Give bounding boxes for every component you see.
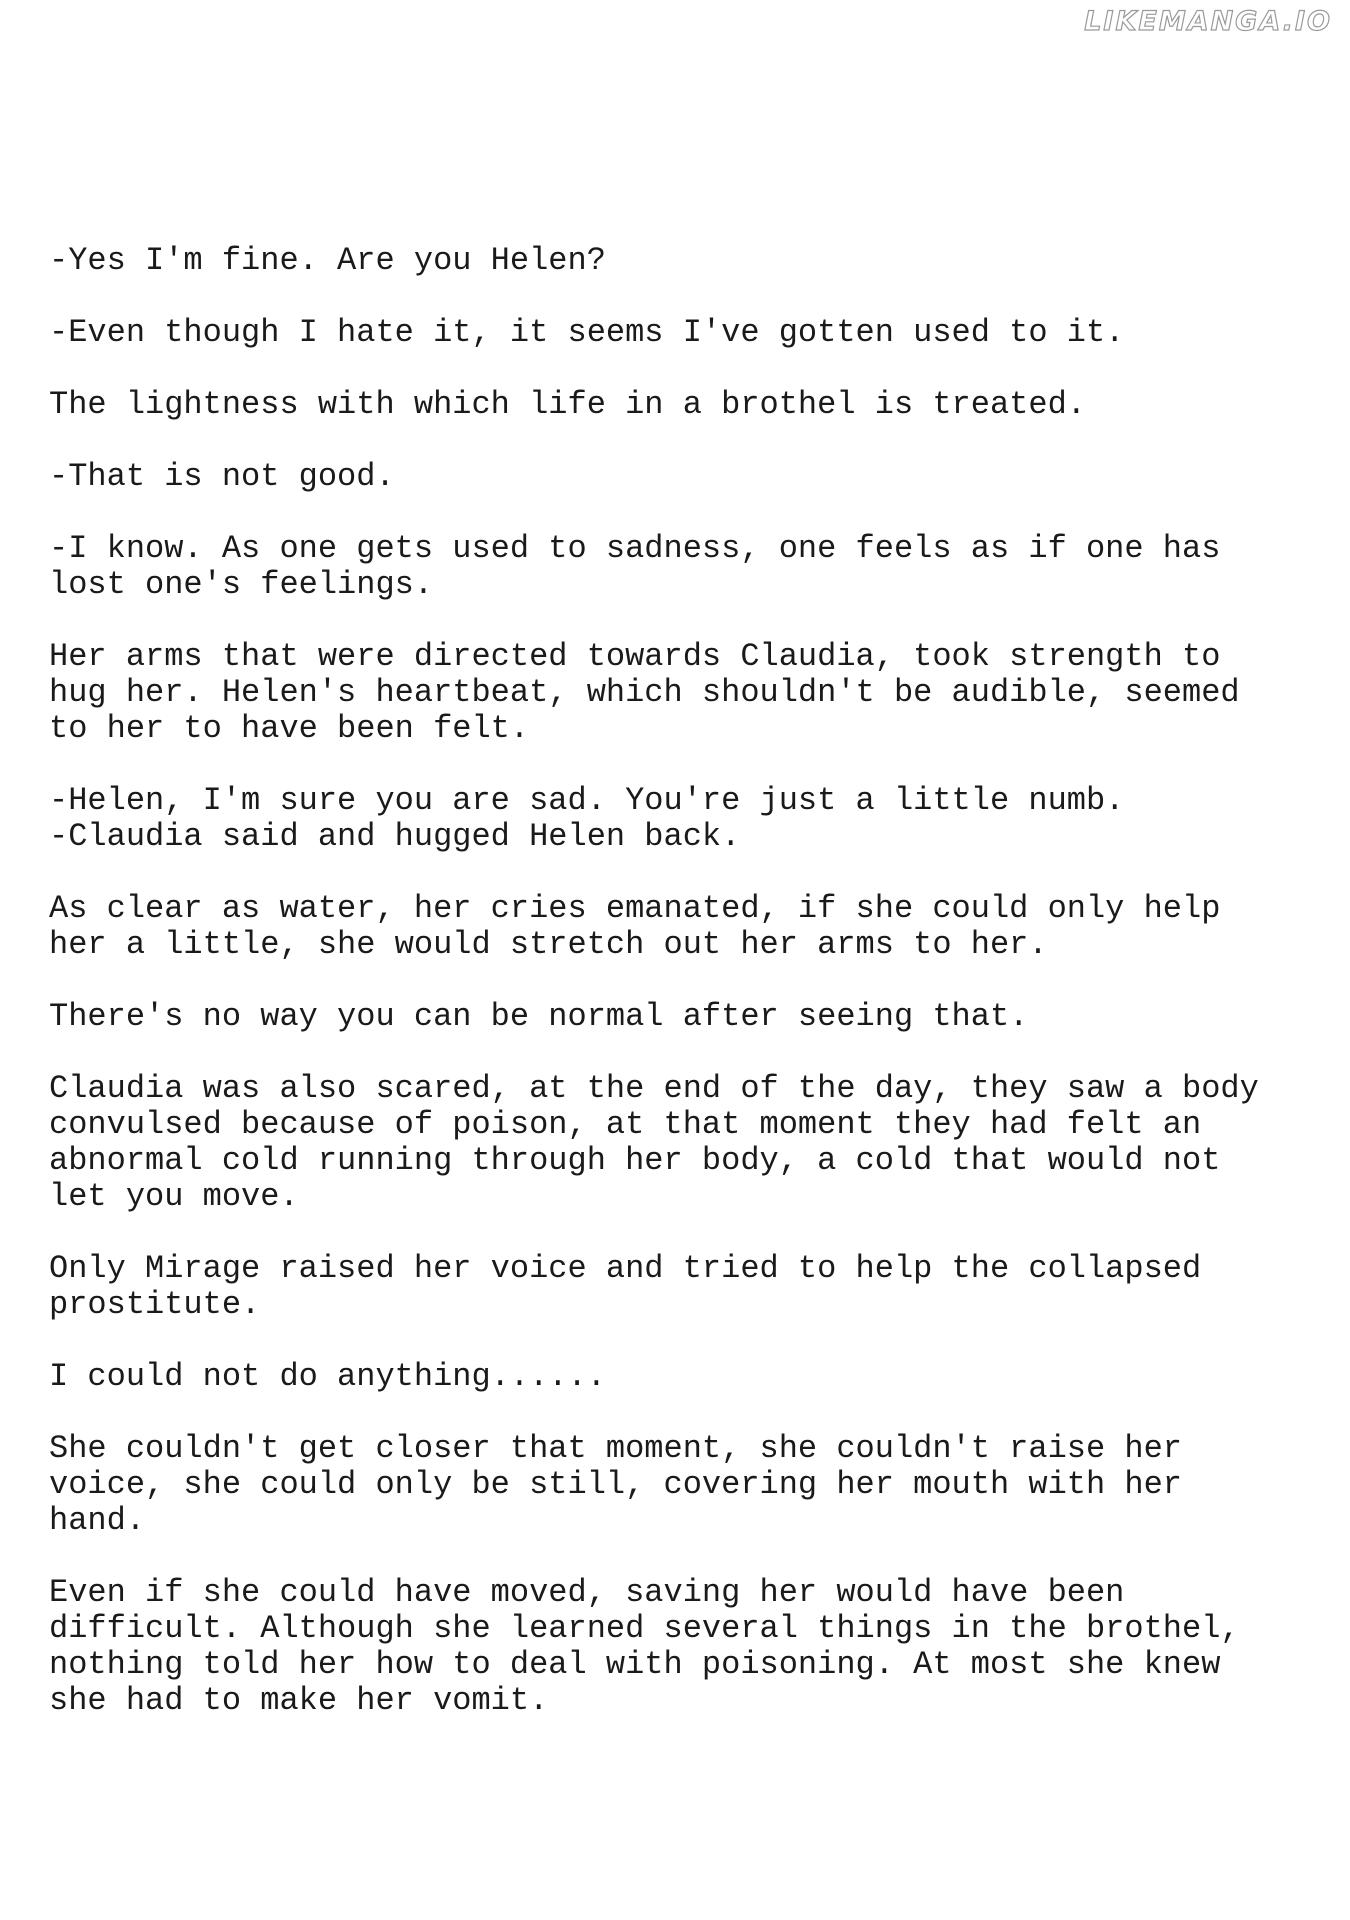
paragraph (49, 1251, 1309, 1323)
paragraph (49, 387, 1309, 423)
text-line: prostitute. (49, 1286, 261, 1323)
text-line: -I know. As one gets used to sadness, one feels as if one has (49, 530, 1221, 567)
text-line: abnormal cold running through her body, a cold that would not (49, 1142, 1221, 1179)
text-line: voice, she could only be still, covering her mouth with her (49, 1466, 1182, 1503)
text-line: -Claudia said and hugged Helen back. (49, 818, 741, 855)
text-line: I could not do anything...... (49, 1358, 606, 1395)
paragraph (49, 783, 1309, 855)
paragraph (49, 639, 1309, 747)
text-body (49, 243, 1309, 1755)
text-line: Only Mirage raised her voice and tried to help the collapsed (49, 1250, 1202, 1287)
paragraph (49, 999, 1309, 1035)
paragraph (49, 1359, 1309, 1395)
text-line: -Even though I hate it, it seems I've gotten used to it. (49, 314, 1125, 351)
watermark: LIKEMANGA.IO (1084, 6, 1332, 37)
text-line: nothing told her how to deal with poisoning. At most she knew (49, 1646, 1221, 1683)
text-line: Even if she could have moved, saving her would have been (49, 1574, 1125, 1611)
paragraph (49, 315, 1309, 351)
text-line: -Yes I'm fine. Are you Helen? (49, 242, 606, 279)
text-line: let you move. (49, 1178, 299, 1215)
text-line: to her to have been felt. (49, 710, 530, 747)
paragraph (49, 1071, 1309, 1215)
paragraph (49, 243, 1309, 279)
text-line: -That is not good. (49, 458, 395, 495)
text-line: Her arms that were directed towards Claudia, took strength to (49, 638, 1221, 675)
text-line: She couldn't get closer that moment, she couldn't raise her (49, 1430, 1182, 1467)
paragraph (49, 891, 1309, 963)
paragraph (49, 1575, 1309, 1719)
text-line: -Helen, I'm sure you are sad. You're just a little numb. (49, 782, 1125, 819)
text-line: hug her. Helen's heartbeat, which shouldn't be audible, seemed (49, 674, 1240, 711)
text-line: difficult. Although she learned several things in the brothel, (49, 1610, 1240, 1647)
paragraph (49, 459, 1309, 495)
text-line: hand. (49, 1502, 146, 1539)
text-line: There's no way you can be normal after seeing that. (49, 998, 1029, 1035)
text-line: her a little, she would stretch out her arms to her. (49, 926, 1048, 963)
text-line: she had to make her vomit. (49, 1682, 549, 1719)
text-line: As clear as water, her cries emanated, if she could only help (49, 890, 1221, 927)
paragraph (49, 531, 1309, 603)
paragraph (49, 1431, 1309, 1539)
text-line: lost one's feelings. (49, 566, 434, 603)
text-line: Claudia was also scared, at the end of the day, they saw a body (49, 1070, 1259, 1107)
text-line: convulsed because of poison, at that moment they had felt an (49, 1106, 1202, 1143)
text-line: The lightness with which life in a brothel is treated. (49, 386, 1086, 423)
